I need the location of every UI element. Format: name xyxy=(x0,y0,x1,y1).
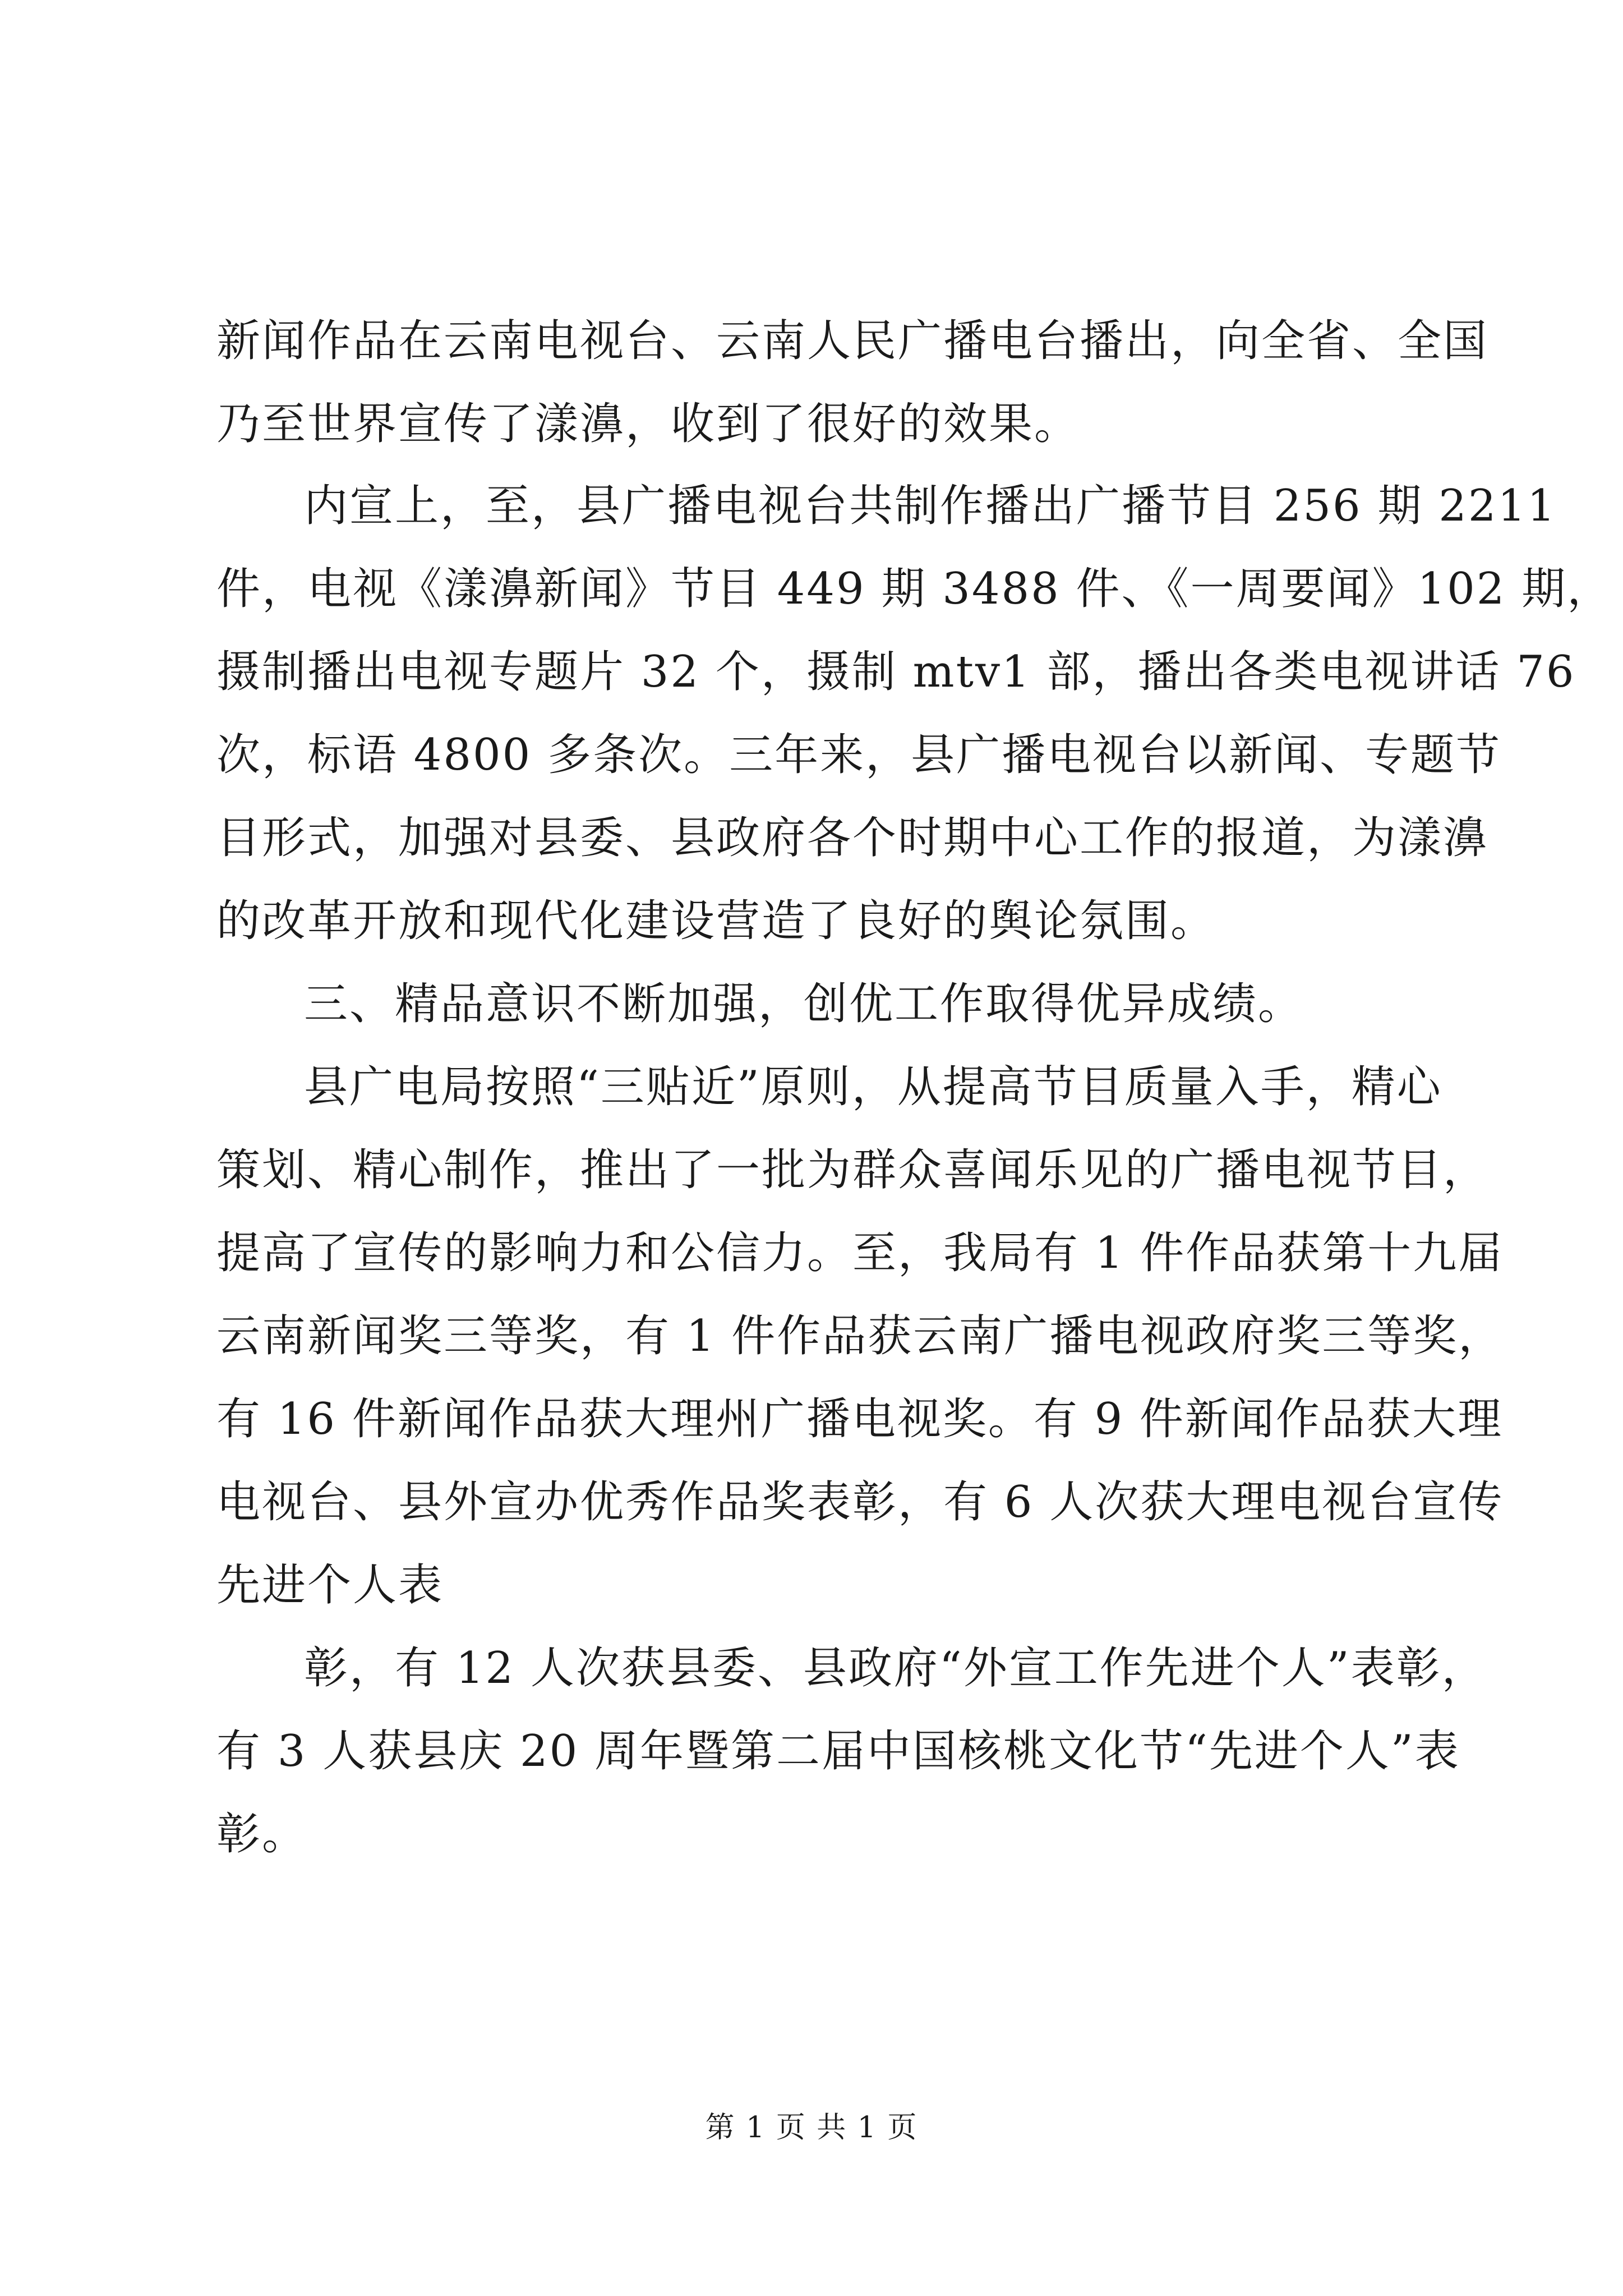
paragraph-2-line-5: 目形式，加强对县委、县政府各个时期中心工作的报道，为漾濞 xyxy=(216,813,1489,863)
paragraph-2-line-1: 内宣上，至，县广播电视台共制作播出广播节目 256 期 2211 xyxy=(304,481,1557,531)
paragraph-4-line-7: 先进个人表 xyxy=(216,1560,444,1611)
paragraph-5-line-3: 彰。 xyxy=(216,1809,308,1860)
paragraph-1-line-2: 乃至世界宣传了漾濞，收到了很好的效果。 xyxy=(216,399,1080,449)
paragraph-5-line-2: 有 3 人获县庆 20 周年暨第二届中国核桃文化节“先进个人”表 xyxy=(216,1726,1460,1777)
paragraph-5-line-1: 彰，有 12 人次获县委、县政府“外宣工作先进个人”表彰， xyxy=(304,1643,1487,1694)
paragraph-2-line-6: 的改革开放和现代化建设营造了良好的舆论氛围。 xyxy=(216,896,1216,946)
paragraph-1 xyxy=(216,300,1489,466)
paragraph-4-line-5: 有 16 件新闻作品获大理州广播电视奖。有 9 件新闻作品获大理 xyxy=(216,1394,1504,1444)
paragraph-2-line-2: 件，电视《漾濞新闻》节目 449 期 3488 件、《一周要闻》102 期， xyxy=(216,564,1613,614)
section-heading xyxy=(216,963,1422,1046)
paragraph-2-line-3: 摄制播出电视专题片 32 个，摄制 mtv1 部，播出各类电视讲话 76 xyxy=(216,647,1576,697)
paragraph-4-line-4: 云南新闻奖三等奖，有 1 件作品获云南广播电视政府奖三等奖， xyxy=(216,1311,1504,1361)
paragraph-1-line-1: 新闻作品在云南电视台、云南人民广播电台播出，向全省、全国 xyxy=(216,316,1489,366)
paragraph-4 xyxy=(216,1046,1504,1627)
paragraph-4-line-1: 县广电局按照“三贴近”原则，从提高节目质量入手，精心 xyxy=(304,1062,1442,1112)
paragraph-2 xyxy=(216,464,1613,963)
page-footer: 第 1 页 共 1 页 xyxy=(705,2111,918,2145)
paragraph-4-line-3: 提高了宣传的影响力和公信力。至，我局有 1 件作品获第十九届 xyxy=(216,1228,1504,1278)
paragraph-5 xyxy=(216,1627,1487,1876)
paragraph-2-line-4: 次，标语 4800 多条次。三年来，县广播电视台以新闻、专题节 xyxy=(216,730,1502,780)
paragraph-4-line-6: 电视台、县外宣办优秀作品奖表彰，有 6 人次获大理电视台宣传 xyxy=(216,1477,1504,1527)
paragraph-4-line-2: 策划、精心制作，推出了一批为群众喜闻乐见的广播电视节目， xyxy=(216,1145,1489,1195)
section-heading-line: 三、精品意识不断加强，创优工作取得优异成绩。 xyxy=(304,979,1304,1029)
